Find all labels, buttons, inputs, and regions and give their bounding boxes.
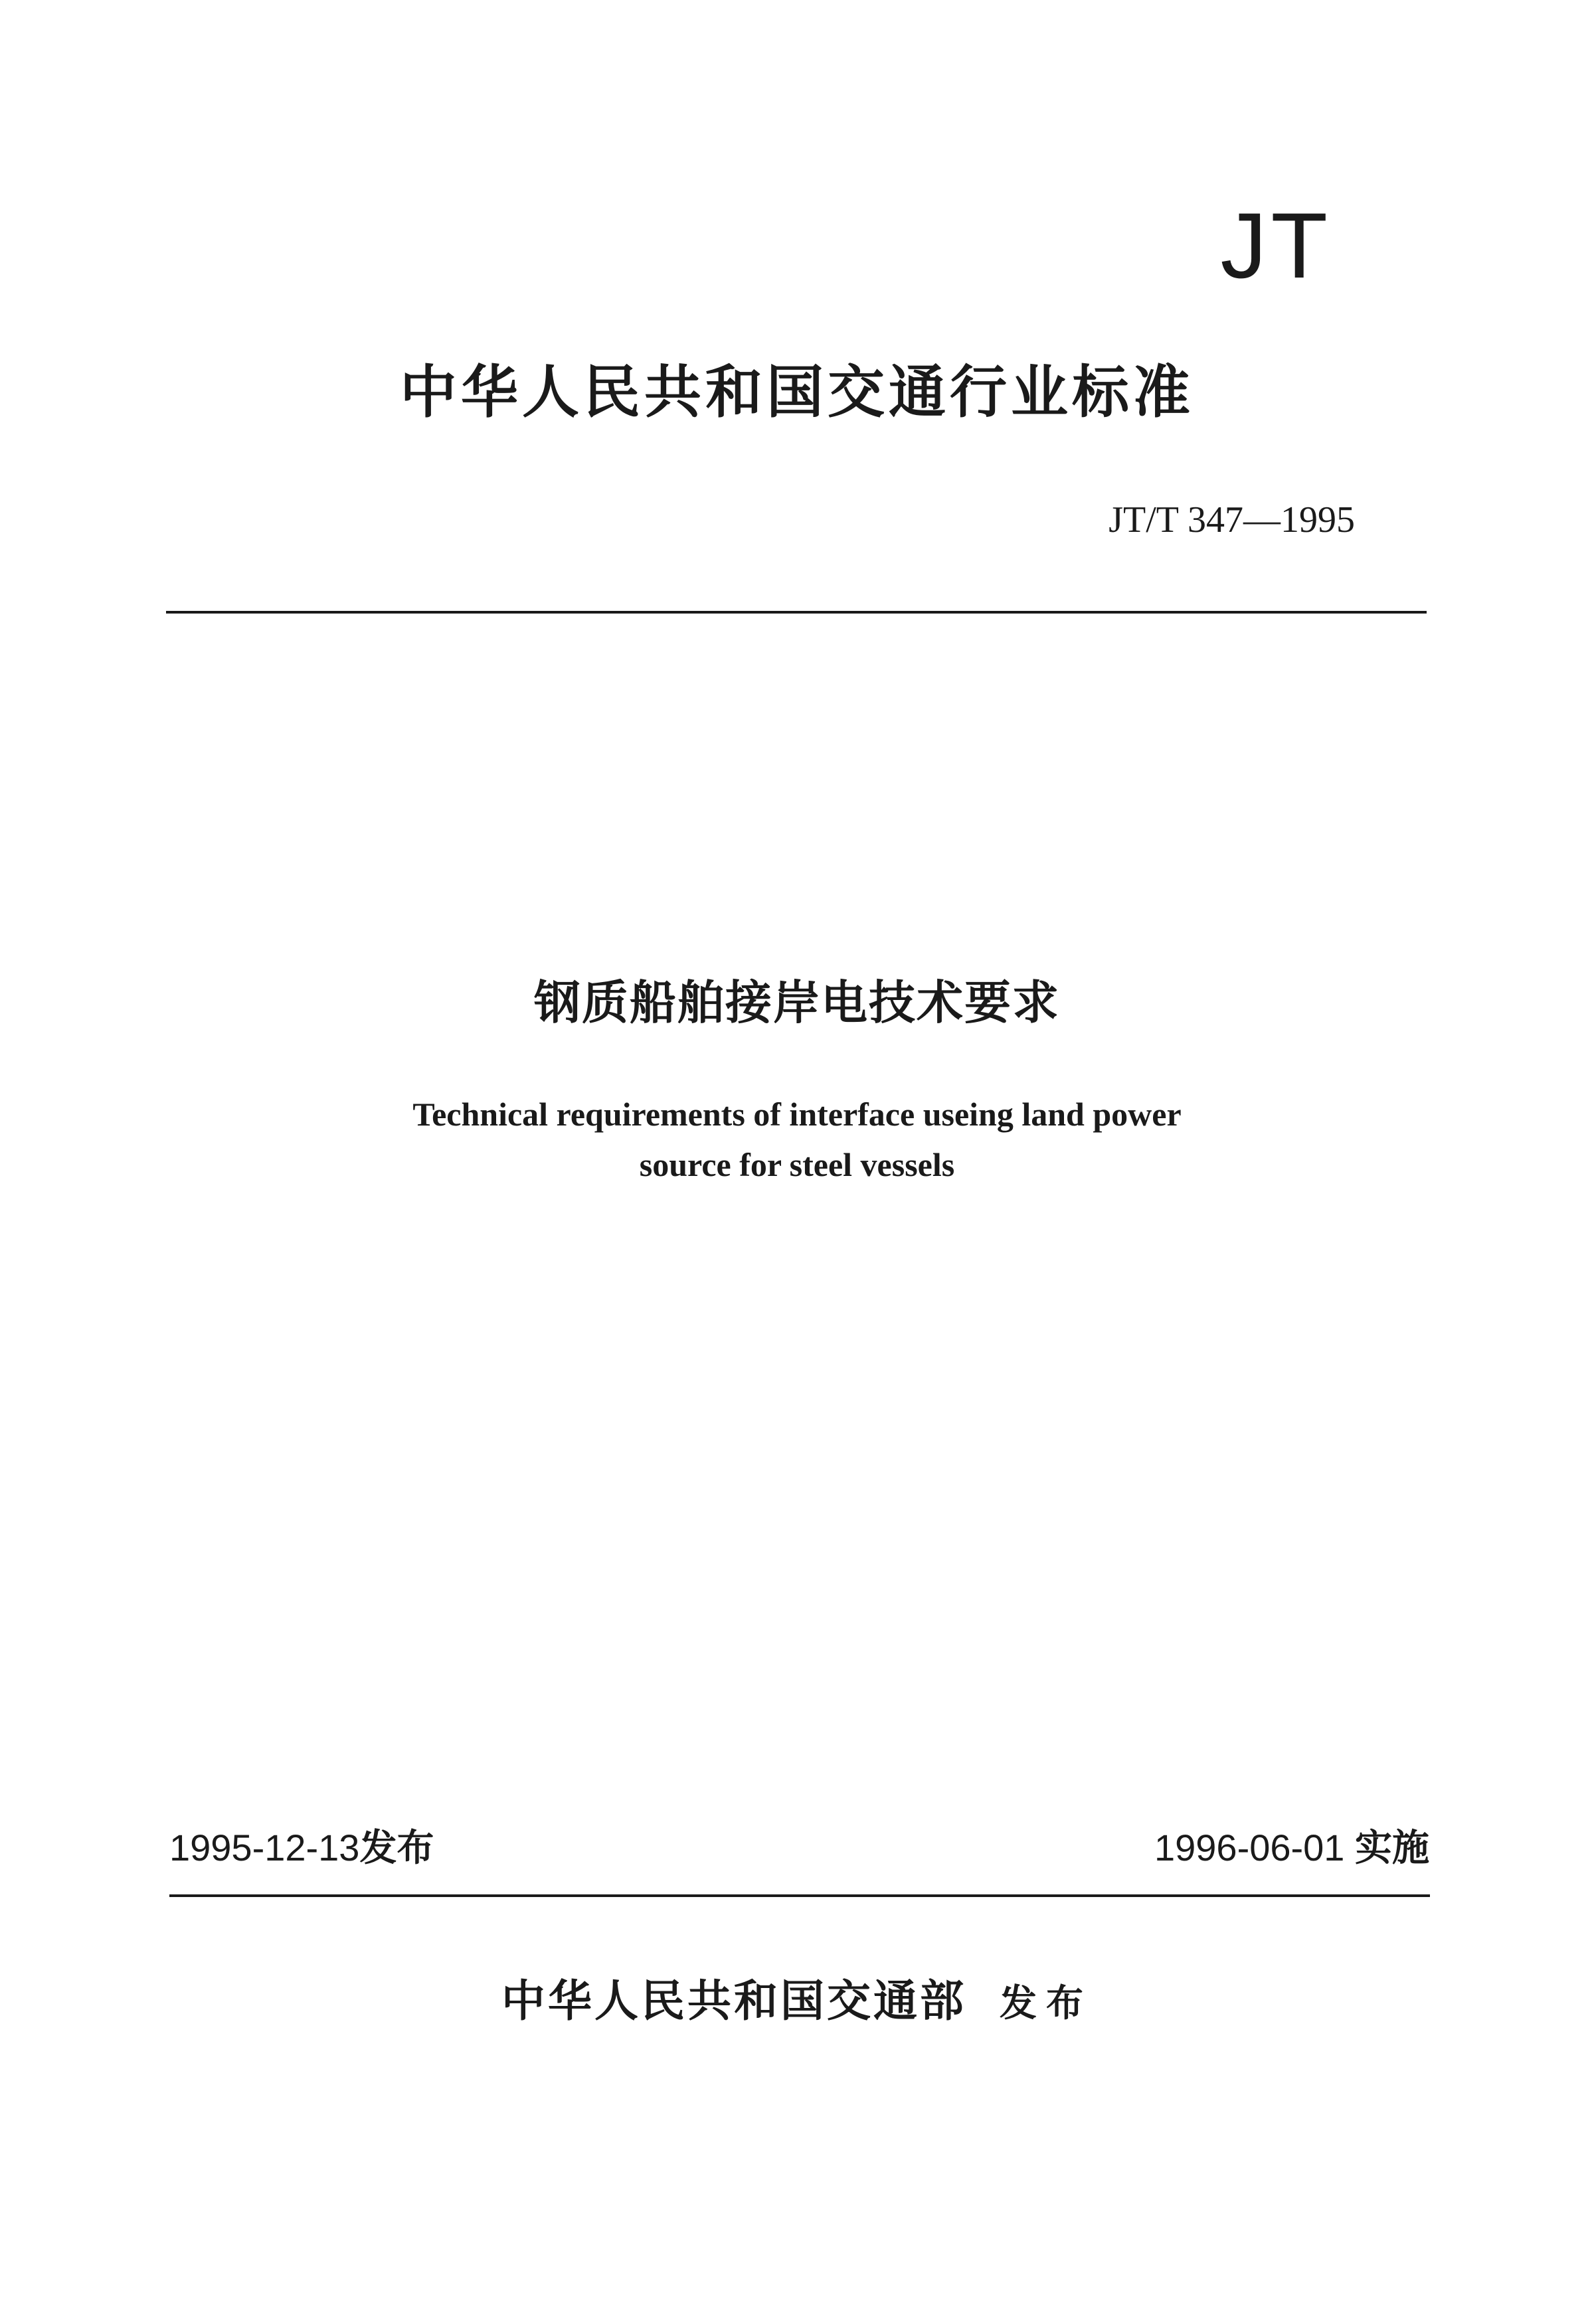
implement-date-block <box>1154 1827 1429 1870</box>
implement-label: 实施 <box>1355 1827 1429 1870</box>
english-title-line-2: source for steel vessels <box>639 1146 955 1183</box>
issue-date-block <box>169 1827 434 1870</box>
jt-logo: JT <box>1220 193 1332 297</box>
english-title-line-1: Technical requirements of interface useing land power <box>412 1096 1182 1133</box>
english-title <box>0 1089 1594 1190</box>
publisher-line <box>0 1975 1594 2027</box>
publisher-name: 中华人民共和国交通部 <box>501 1975 966 2027</box>
standard-number: JT/T 347—1995 <box>1108 499 1355 540</box>
top-divider <box>166 611 1427 614</box>
publish-label: 发布 <box>1000 1981 1093 2025</box>
bottom-divider <box>169 1894 1430 1897</box>
org-title: 中华人民共和国交通行业标准 <box>400 359 1194 426</box>
issue-date: 1995-12-13 <box>169 1827 360 1868</box>
issue-label: 发布 <box>359 1827 434 1870</box>
chinese-title: 钢质船舶接岸电技术要求 <box>534 975 1060 1030</box>
implement-date: 1996-06-01 <box>1154 1827 1345 1868</box>
